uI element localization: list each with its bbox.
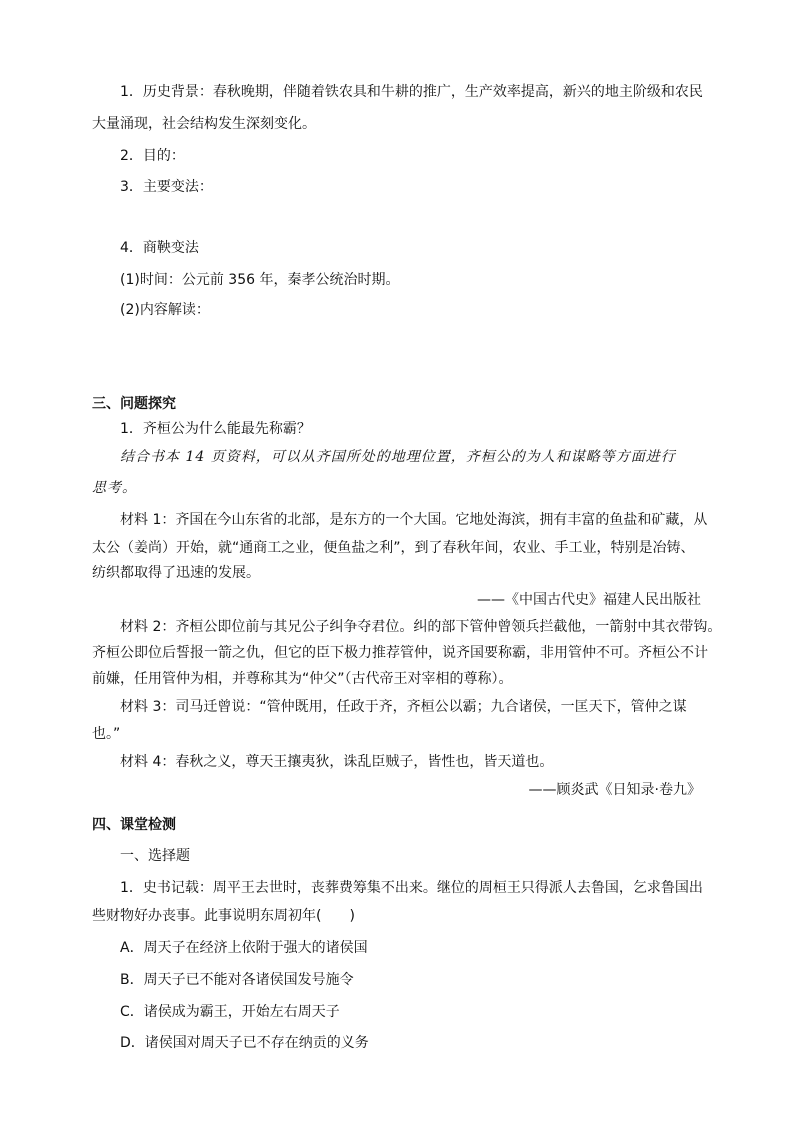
material1-line1: 材料 1：齐国在今山东省的北部，是东方的一个大国。它地处海滨，拥有丰富的鱼盐和矿藏，从 [120,512,708,528]
material3-line2: 也。” [92,726,121,742]
material2-line1: 材料 2：齐桓公即位前与其兄公子纠争夺君位。纠的部下管仲曾领兵拦截他，一箭射中其衣带钩。 [120,619,722,635]
section3-question1: 1．齐桓公为什么能最先称霸？ [120,421,311,437]
quiz-option-c: C．诸侯成为霸王，开始左右周天子 [120,1004,340,1020]
material4-line1: 材料 4：春秋之义，尊天王攘夷狄，诛乱臣贼子，皆性也，皆天道也。 [120,754,554,770]
material4-source: ——顾炎武《日知录·卷九》 [528,782,701,798]
section4-subheading: 一、选择题 [120,848,190,864]
bg-item3: 3．主要变法： [120,179,213,195]
material1-line2: 太公（姜尚）开始，就“通商工之业，便鱼盐之利”，到了春秋年间，农业、手工业，特别是冶铸、 [92,540,695,556]
bg-item1-line2: 大量涌现，社会结构发生深刻变化。 [92,116,316,132]
section3-heading: 三、问题探究 [92,396,176,412]
material3-line1: 材料 3：司马迁曾说：“管仲既用，任政于齐，齐桓公以霸；九合诸侯，一匡天下，管仲之谋 [120,699,687,715]
quiz-question1-line1: 1．史书记载：周平王去世时，丧葬费筹集不出来。继位的周桓王只得派人去鲁国，乞求鲁国出 [120,880,703,896]
bg-item4-time: (1)时间：公元前 356 年，秦孝公统治时期。 [120,272,400,288]
material2-line2: 齐桓公即位后誓报一箭之仇，但它的臣下极力推荐管仲，说齐国要称霸，非用管仲不可。齐桓公不计 [92,645,708,661]
quiz-option-d: D．诸侯国对周天子已不存在纳贡的义务 [120,1035,369,1051]
hint-line1: 结合书本 14 页资料，可以从齐国所处的地理位置，齐桓公的为人和谋略等方面进行 [120,449,676,465]
bg-item4: 4．商鞅变法 [120,240,199,256]
quiz-option-a: A．周天子在经济上依附于强大的诸侯国 [120,940,368,956]
quiz-option-b: B．周天子已不能对各诸侯国发号施令 [120,972,354,988]
quiz-question1-line2: 些财物好办丧事。此事说明东周初年( ) [92,908,355,924]
bg-item1-line1: 1．历史背景：春秋晚期，伴随着铁农具和牛耕的推广，生产效率提高，新兴的地主阶级和农民 [120,84,703,100]
section4-heading: 四、课堂检测 [92,817,176,833]
material1-line3: 纺织都取得了迅速的发展。 [92,565,260,581]
bg-item4-content: (2)内容解读： [120,302,210,318]
material1-source: ——《中国古代史》福建人民出版社 [477,592,701,608]
hint-line2: 思考。 [92,480,137,496]
bg-item2: 2．目的： [120,148,185,164]
material2-line3: 前嫌，任用管仲为相，并尊称其为“仲父”（古代帝王对宰相的尊称）。 [92,671,513,687]
